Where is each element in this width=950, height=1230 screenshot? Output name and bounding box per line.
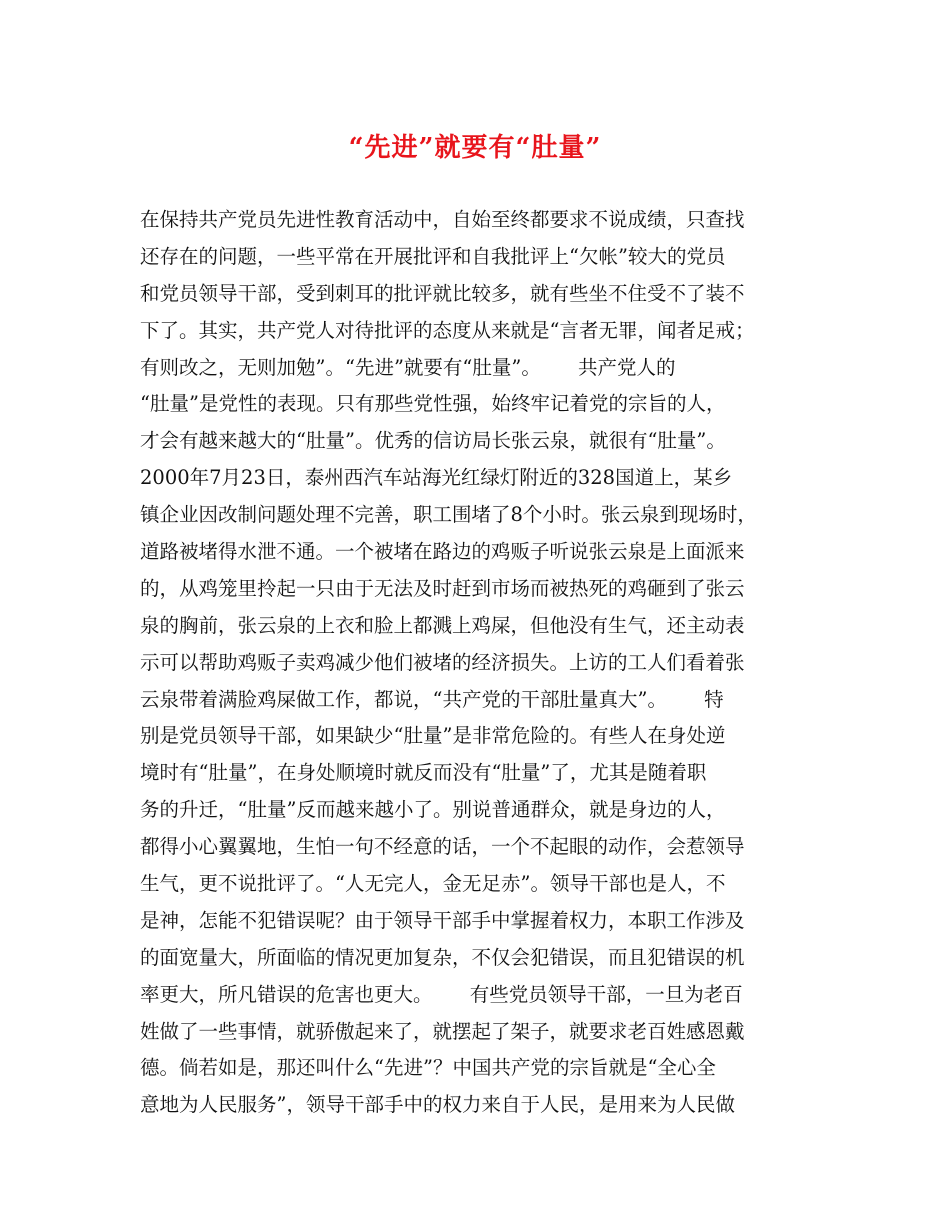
body-line: 的面宽量大，所面临的情况更加复杂，不仅会犯错误，而且犯错误的机 <box>140 945 745 969</box>
body-line: 还存在的问题，一些平常在开展批评和自我批评上“欠帐”较大的党员 <box>140 244 726 268</box>
body-line: 德。倘若如是，那还叫什么“先进”？中国共产党的宗旨就是“全心全 <box>140 1056 716 1080</box>
body-line: 才会有越来越大的“肚量”。优秀的信访局长张云泉，就很有“肚量”。 <box>140 429 726 453</box>
document-title: “先进”就要有“肚量” <box>348 133 602 163</box>
body-line: 生气，更不说批评了。“人无完人，金无足赤”。领导干部也是人，不 <box>140 872 726 896</box>
body-line: “肚量”是党性的表现。只有那些党性强，始终牢记着党的宗旨的人， <box>140 392 726 416</box>
body-line: 都得小心翼翼地，生怕一句不经意的话，一个不起眼的动作，会惹领导 <box>140 835 745 859</box>
body-line: 下了。其实，共产党人对待批评的态度从来就是“言者无罪，闻者足戒； <box>140 318 755 342</box>
body-line: 率更大，所凡错误的危害也更大。 有些党员领导干部，一旦为老百 <box>140 982 743 1006</box>
body-line: 意地为人民服务”，领导干部手中的权力来自于人民，是用来为人民做 <box>140 1093 735 1117</box>
body-line: 境时有“肚量”，在身处顺境时就反而没有“肚量”了，尤其是随着职 <box>140 761 707 785</box>
body-line: 姓做了一些事情，就骄傲起来了，就摆起了架子，就要求老百姓感恩戴 <box>140 1019 745 1043</box>
body-line: 云泉带着满脸鸡屎做工作，都说，“共产党的干部肚量真大”。 特 <box>140 687 724 711</box>
body-line: 的，从鸡笼里拎起一只由于无法及时赶到市场而被热死的鸡砸到了张云 <box>140 576 745 600</box>
document-body <box>140 202 830 1124</box>
body-line: 别是党员领导干部，如果缺少“肚量”是非常危险的。有些人在身处逆 <box>140 724 726 748</box>
body-line: 镇企业因改制问题处理不完善，职工围堵了8个小时。张云泉到现场时， <box>140 503 757 527</box>
body-line: 是神，怎能不犯错误呢？由于领导干部手中掌握着权力，本职工作涉及 <box>140 908 745 932</box>
body-line: 道路被堵得水泄不通。一个被堵在路边的鸡贩子听说张云泉是上面派来 <box>140 540 745 564</box>
body-line: 示可以帮助鸡贩子卖鸡减少他们被堵的经济损失。上访的工人们看着张 <box>140 650 745 674</box>
body-line: 2000年7月23日，泰州西汽车站海光红绿灯附近的328国道上，某乡 <box>140 466 733 490</box>
body-line: 在保持共产党员先进性教育活动中，自始至终都要求不说成绩，只查找 <box>140 208 745 231</box>
body-line: 泉的胸前，张云泉的上衣和脸上都溅上鸡屎，但他没有生气，还主动表 <box>140 613 745 637</box>
body-line: 和党员领导干部，受到刺耳的批评就比较多，就有些坐不住受不了装不 <box>140 281 745 305</box>
body-line: 有则改之，无则加勉”。“先进”就要有“肚量”。 共产党人的 <box>140 355 676 379</box>
body-line: 务的升迁，“肚量”反而越来越小了。别说普通群众，就是身边的人， <box>140 798 726 822</box>
